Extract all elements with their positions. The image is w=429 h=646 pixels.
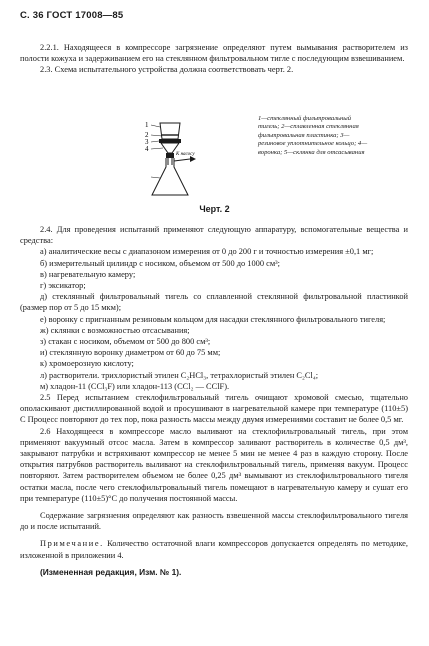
figure-caption: Черт. 2 [199,204,230,214]
note [20,538,408,560]
item-v: в) нагревательную камеру; [40,269,136,279]
paragraph-2-2-1: 2.2.1. Находящееся в компрессоре загрязнение определяют путем вымывания растворителем из полости кожуха и задерживанием его на стеклянном фильтровальном тигле с последующим взвешиванием. [20,43,408,64]
item-d: д) стеклянный фильтровальный тигель со сплавленной стеклянной фильтровальной пластинкой (размер пор от 5 до 15 мкм); [20,292,408,313]
note-label: Примечание. [40,539,104,549]
item-l: л) растворители. трихлористый этилен C₂HCl₃, тетрахлористый этилен C₂Cl₄; [40,370,319,380]
edition-note: (Измененная редакция, Изм. № 1). [40,566,182,577]
item-a: а) аналитические весы с диапазоном измерения от 0 до 200 г и точностью измерения ±0,1 мг; [40,247,374,257]
label-3: 3 [145,138,149,146]
paragraph-2-3: 2.3. Схема испытательного устройства должна соответствовать черт. 2. [40,65,294,75]
paragraph-2-6: 2.6 Находящееся в компрессоре масло выливают на стеклофильтровальный тигель, при этом применяют вакуумный отсос масла. Затем в компрессор заливают растворитель в количестве 0,5 дм³, закрывают патрубки и встряхивают компрессор не менее 5 мин не менее 4 раз в каждую сторону. После открытия патрубков растворитель выливают на стеклофильтровальный тигель, применяя вакуум. Процесс повторяют. Затем растворителем объемом не более 0,25 дм³ вымывают из стеклофильтровального тигеля остатки масла, после чего стеклофильтровальный тигель помещают в нагревательную камеру и сушат его при температуре (110±5)°С до получения постоянной массы. [20,426,408,503]
note-text: Количество остаточной влаги компрессоров допускается определять по методике, изложенной в приложении 4. [20,539,408,560]
label-2: 2 [145,131,149,139]
paragraph-2-5: 2.5 Перед испытанием стеклофильтровальный тигель очищают хромовой смесью, тщательно ополаскивают дистиллированной водой и просушивают в нагревательной камере при температуре (110±5) С Процесс повторяют до тех пор, пока разность массы между двумя измерениями составит не более 0,5 мг. [20,393,408,425]
page-header: С. 36 ГОСТ 17008—85 [20,10,124,21]
test-device-diagram [140,115,200,200]
paragraph-2-4: 2.4. Для проведения испытаний применяют следующую аппаратуру, вспомогательные вещества и средства: [20,225,408,246]
label-4: 4 [145,145,149,153]
item-e: е) воронку с пригнанным резиновым кольцом для насадки стеклянного фильтровального тигеля; [40,314,386,324]
main-block [20,224,408,578]
pump-label: К насосу [176,152,195,157]
item-i: и) стеклянную воронку диаметром от 60 до 75 мм; [40,348,221,358]
item-zh: ж) склянки с возможностью отсасывания; [40,325,190,335]
intro-block [20,42,408,76]
paragraph-content: Содержание загрязнения определяют как разность взвешенной массы стеклофильтровального тигеля до и после испытаний. [20,511,408,532]
item-b: б) измерительный цилиндр с носиком, объемом от 500 до 1000 см³; [40,258,280,268]
item-g: г) эксикатор; [40,281,86,291]
item-z: з) стакан с носиком, объемом от 500 до 800 см³; [40,337,211,347]
item-k: к) хромоерозную кислоту; [40,359,134,369]
label-1: 1 [145,121,149,129]
figure-legend: 1—стеклянный фильтровальный тигель; 2—сплавленная стеклянная фильтровальная пластинка; 3—резиновое уплотнительное кольцо; 4—воронка; 5—склянка для отсасывания [258,115,368,156]
item-m: м) хладон-11 (CCl₃F) или хладон-113 (CCl₂ — CClF). [40,381,230,391]
